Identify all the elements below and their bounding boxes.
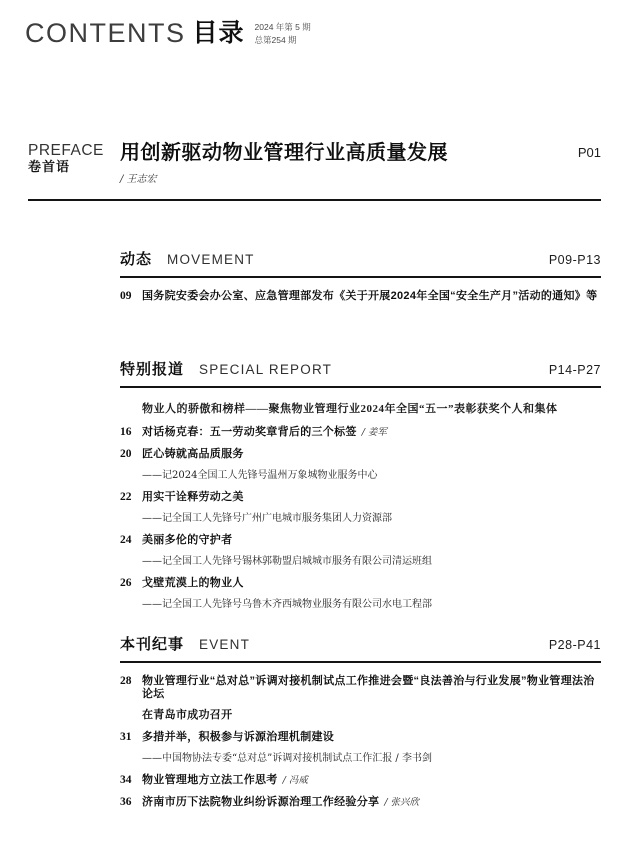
masthead	[25, 18, 311, 48]
preface-author: / 王志宏	[120, 174, 157, 185]
toc-item-page: 28	[120, 675, 132, 687]
toc-item-title: 国务院安委会办公室、应急管理部发布《关于开展2024年全国“安全生产月”活动的通知》等	[142, 290, 598, 302]
toc-item-page: 26	[120, 577, 132, 589]
section-page-range: P09-P13	[548, 253, 601, 267]
section-special-report-header	[120, 358, 601, 388]
preface-entry	[120, 142, 578, 185]
section-movement-header	[120, 248, 601, 278]
toc-item-title: 物业管理地方立法工作思考	[142, 774, 278, 786]
toc-item-title: 对话杨克春：五一劳动奖章背后的三个标签	[142, 426, 357, 438]
section-special-report-body	[120, 400, 601, 611]
toc-item-title: 美丽多伦的守护者	[142, 534, 233, 546]
toc-item-title: 物业管理行业“总对总”诉调对接机制试点工作推进会暨“良法善治与行业发展”物业管理法治论坛	[142, 675, 595, 700]
section-title-zh: 动态	[120, 251, 153, 268]
section-intro: 物业人的骄傲和榜样——聚焦物业管理行业2024年全国“五一”表彰获奖个人和集体	[142, 403, 558, 415]
section-title-zh: 本刊纪事	[120, 636, 185, 653]
toc-item-subtitle: ——记全国工人先锋号广州广电城市服务集团人力资源部	[142, 513, 392, 524]
toc-item-title: 多措并举，积极参与诉源治理机制建设	[142, 731, 335, 743]
toc-item-page: 24	[120, 534, 132, 546]
preface-label-en: PREFACE	[28, 142, 104, 159]
toc-item	[120, 796, 601, 809]
toc-item	[120, 491, 601, 504]
toc-item-author: / 张兴欣	[384, 797, 420, 808]
section-page-range: P14-P27	[548, 363, 601, 377]
toc-item	[120, 448, 601, 461]
contents-title-en: CONTENTS	[25, 18, 186, 48]
toc-item	[120, 290, 601, 303]
toc-item-title-line2: 在青岛市成功召开	[142, 709, 233, 721]
toc-item-subtitle: ——记2024全国工人先锋号温州万象城物业服务中心	[142, 470, 378, 481]
issue-info	[255, 21, 311, 47]
toc-item-page: 09	[120, 290, 132, 302]
preface-section	[28, 142, 601, 201]
toc-item	[120, 675, 601, 701]
preface-label	[28, 142, 120, 185]
toc-item-page: 20	[120, 448, 132, 460]
section-title-en: EVENT	[199, 637, 251, 652]
toc-item	[120, 577, 601, 590]
toc-item-title: 用实干诠释劳动之美	[142, 491, 244, 503]
toc-item-subtitle: ——中国物协法专委“总对总”诉调对接机制试点工作汇报 / 李书剑	[142, 753, 432, 764]
contents-title-zh: 目录	[192, 19, 245, 47]
section-title-en: SPECIAL REPORT	[199, 362, 333, 377]
toc-item-author: / 姜军	[361, 427, 387, 438]
toc-item-page: 36	[120, 796, 132, 808]
preface-title: 用创新驱动物业管理行业高质量发展	[120, 142, 448, 164]
toc-item-page: 22	[120, 491, 132, 503]
issue-total: 总第254 期	[254, 34, 297, 45]
issue-number: 2024 年第 5 期	[254, 22, 311, 32]
toc-item-title: 戈壁荒漠上的物业人	[142, 577, 244, 589]
section-event	[120, 633, 601, 818]
toc-item-subtitle: ——记全国工人先锋号锡林郭勒盟启城城市服务有限公司清运班组	[142, 556, 432, 567]
section-event-header	[120, 633, 601, 663]
section-page-range: P28-P41	[548, 638, 601, 652]
toc-item	[120, 774, 601, 787]
section-event-body	[120, 675, 601, 809]
toc-item-title: 济南市历下法院物业纠纷诉源治理工作经验分享	[142, 796, 380, 808]
section-special-report	[120, 358, 601, 620]
toc-item-author: / 冯威	[282, 775, 308, 786]
section-title-en: MOVEMENT	[167, 252, 255, 267]
preface-label-zh: 卷首语	[28, 159, 71, 174]
section-movement	[120, 248, 601, 312]
section-movement-body	[120, 290, 601, 303]
toc-item-page: 31	[120, 731, 132, 743]
preface-page-number: P01	[577, 145, 601, 160]
toc-item	[120, 731, 601, 744]
toc-item	[120, 426, 601, 439]
toc-item	[120, 534, 601, 547]
toc-item-title: 匠心铸就高品质服务	[142, 448, 244, 460]
toc-item-subtitle: ——记全国工人先锋号乌鲁木齐西城物业服务有限公司水电工程部	[142, 599, 432, 610]
toc-item-page: 34	[120, 774, 132, 786]
toc-item-page: 16	[120, 426, 132, 438]
section-title-zh: 特别报道	[120, 361, 185, 378]
